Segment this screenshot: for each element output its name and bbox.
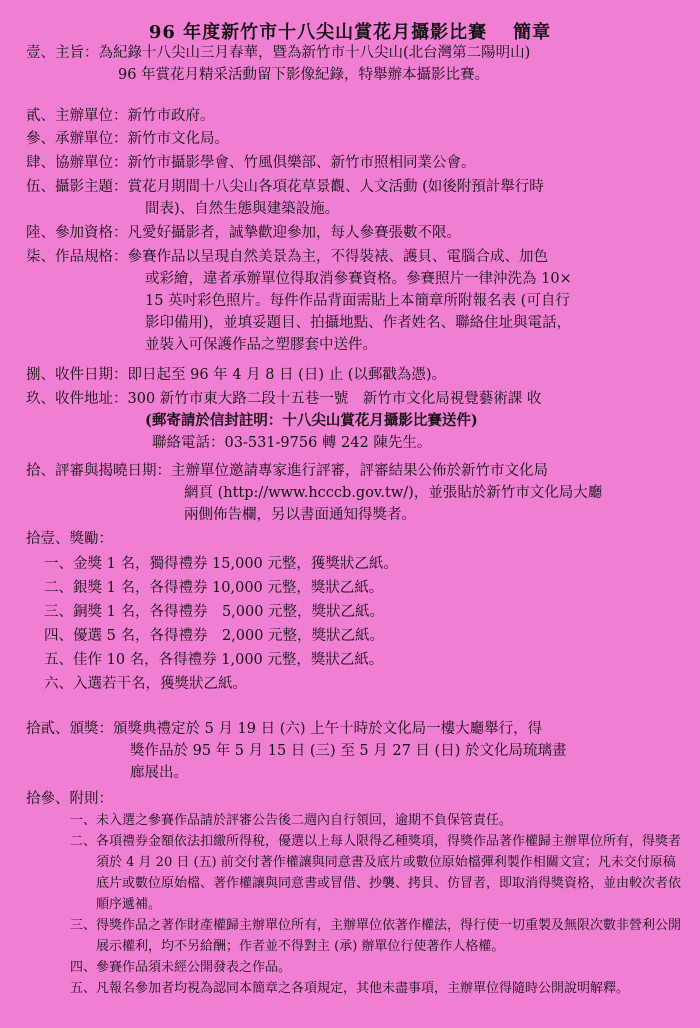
rule-text: 未入選之參賽作品請於評審公告後二週內自行領回，逾期不負保管責任。 (96, 813, 513, 828)
section-address (26, 388, 682, 454)
section-text: 新竹市攝影學會、竹風俱樂部、新竹市照相同業公會。 (127, 155, 476, 171)
section-label: 陸、參加資格： (26, 225, 128, 241)
rule-text: 參賽作品須未經公開發表之作品。 (96, 960, 292, 975)
section-text: 新竹市政府。 (127, 108, 215, 124)
rule-text: 凡報名參加者均視為認同本簡章之各項規定，其他未盡事項，主辦單位得隨時公開說明解釋。 (96, 981, 630, 996)
section-purpose (26, 42, 682, 86)
rule-item (70, 957, 682, 978)
section-text: 頒獎典禮定於 5 月 19 日 (六) 上午十時於文化局一樓大廳舉行，得 (113, 721, 543, 737)
rules-list (70, 810, 682, 999)
section-eligibility (26, 222, 682, 244)
section-text: 兩側佈告欄，另以書面通知得獎者。 (184, 507, 416, 523)
rule-item (70, 810, 682, 831)
section-text: 15 英吋彩色照片。每件作品背面需貼上本簡章所附報名表 (可自行 (145, 293, 570, 309)
rule-item (70, 978, 682, 999)
section-label: 參、承辦單位： (26, 131, 128, 147)
award-item: 一、金獎 1 名，獨得禮券 15,000 元整，獲獎狀乙紙。 (44, 556, 398, 572)
section-text: 參賽作品以呈現自然美景為主，不得裝裱、護貝、電腦合成、加色 (127, 249, 548, 265)
section-text: 96 年賞花月精采活動留下影像紀錄，特舉辦本攝影比賽。 (118, 67, 490, 83)
rule-number: 三、 (70, 918, 97, 933)
rule-number: 一、 (70, 813, 97, 828)
rule-number: 二、 (70, 834, 97, 849)
section-awards (26, 528, 682, 550)
section-text: 間表)、自然生態與建築設施。 (145, 201, 340, 217)
award-item: 六、入選若干名，獲獎狀乙紙。 (44, 676, 247, 692)
section-text: 主辦單位邀請專家進行評審，評審結果公佈於新竹市文化局 (171, 463, 548, 479)
section-text: 影印備用)，並填妥題目、拍攝地點、作者姓名、聯絡住址與電話， (145, 315, 572, 331)
section-text: 為紀錄十八尖山三月春華，暨為新竹市十八尖山(北台灣第二陽明山) (98, 45, 531, 61)
section-text: 並裝入可保護作品之塑膠套中送件。 (145, 337, 377, 353)
section-text: 或彩繪，違者承辦單位得取消參賽資格。參賽照片一律沖洗為 10× (145, 271, 572, 287)
section-co-organizer (26, 152, 682, 174)
section-label: 壹、主旨： (26, 45, 99, 61)
section-text: 廊展出。 (130, 765, 188, 781)
title-main: 96 年度新竹市十八尖山賞花月攝影比賽 (148, 22, 488, 43)
section-label: 玖、收件地址： (26, 391, 128, 407)
section-label: 拾參、附則： (26, 791, 113, 807)
award-item: 三、銅獎 1 名，各得禮券 5,000 元整，獎狀乙紙。 (44, 604, 385, 620)
award-item: 四、優選 5 名，各得禮券 2,000 元整，獎狀乙紙。 (44, 628, 385, 644)
section-judging (26, 460, 682, 526)
award-item: 二、銀獎 1 名，各得禮券 10,000 元整，獎狀乙紙。 (44, 580, 384, 596)
section-label: 伍、攝影主題： (26, 179, 128, 195)
section-text: 凡愛好攝影者，誠摯歡迎參加，每人參賽張數不限。 (127, 225, 461, 241)
section-label: 捌、收件日期： (26, 367, 128, 383)
rule-number: 五、 (70, 981, 97, 996)
section-deadline (26, 364, 682, 386)
section-specs (26, 246, 682, 356)
section-text: 賞花月期間十八尖山各項花草景觀、人文活動 (如後附預計舉行時 (127, 179, 544, 195)
section-text: 網頁 (http://www.hcccb.gov.tw/)，並張貼於新竹市文化局大廳 (184, 485, 603, 501)
section-text: 獎作品於 95 年 5 月 15 日 (三) 至 5 月 27 日 (日) 於文化局琉璃畫 (130, 743, 567, 759)
award-item: 五、佳作 10 名，各得禮券 1,000 元整，獎狀乙紙。 (44, 652, 384, 668)
section-text: 即日起至 96 年 4 月 8 日 (日) 止 (以郵戳為憑)。 (127, 367, 447, 383)
title-sub: 簡章 (513, 22, 552, 43)
section-text: 300 新竹市東大路二段十五巷一號 新竹市文化局視覺藝術課 收 (127, 391, 542, 407)
section-text: 新竹市文化局。 (127, 131, 229, 147)
section-label: 拾、評審與揭曉日期： (26, 463, 171, 479)
section-label: 貳、主辦單位： (26, 108, 128, 124)
section-label: 肆、協辦單位： (26, 155, 128, 171)
section-text: 聯絡電話：03-531-9756 轉 242 陳先生。 (152, 435, 432, 451)
section-theme (26, 176, 682, 220)
section-label: 柒、作品規格： (26, 249, 128, 265)
rule-item (70, 831, 682, 915)
section-label: 拾貳、頒獎： (26, 721, 113, 737)
page-title (0, 18, 700, 44)
section-rules (26, 788, 682, 810)
section-ceremony (26, 718, 682, 784)
rule-text: 得獎作品之著作財產權歸主辦單位所有，主辦單位依著作權法，得行使一切重製及無限次數非營利公開展示權利，均不另給酬；作者並不得對主 (承) 辦單位行使著作人格權。 (96, 918, 682, 954)
section-organizer (26, 105, 682, 127)
section-label: 拾壹、獎勵： (26, 531, 113, 547)
section-executor (26, 128, 682, 150)
rule-number: 四、 (70, 960, 97, 975)
rule-text: 各項禮券金額依法扣繳所得稅，優選以上每人限得乙種獎項，得獎作品著作權歸主辦單位所有，得獎者須於 4 月 20 日 (五) 前交付著作權讓與同意書及底片或數位原始檔彈利製作相關文宣；凡未交付原稿底片或數位原始檔、著作權讓與同意書或冒借、抄襲、拷貝、仿冒者，即取消得獎資格，並由較次者依順序遞補。 (96, 834, 682, 912)
rule-item (70, 915, 682, 957)
section-text: (郵寄請於信封註明：十八尖山賞花月攝影比賽送件) (145, 412, 478, 429)
